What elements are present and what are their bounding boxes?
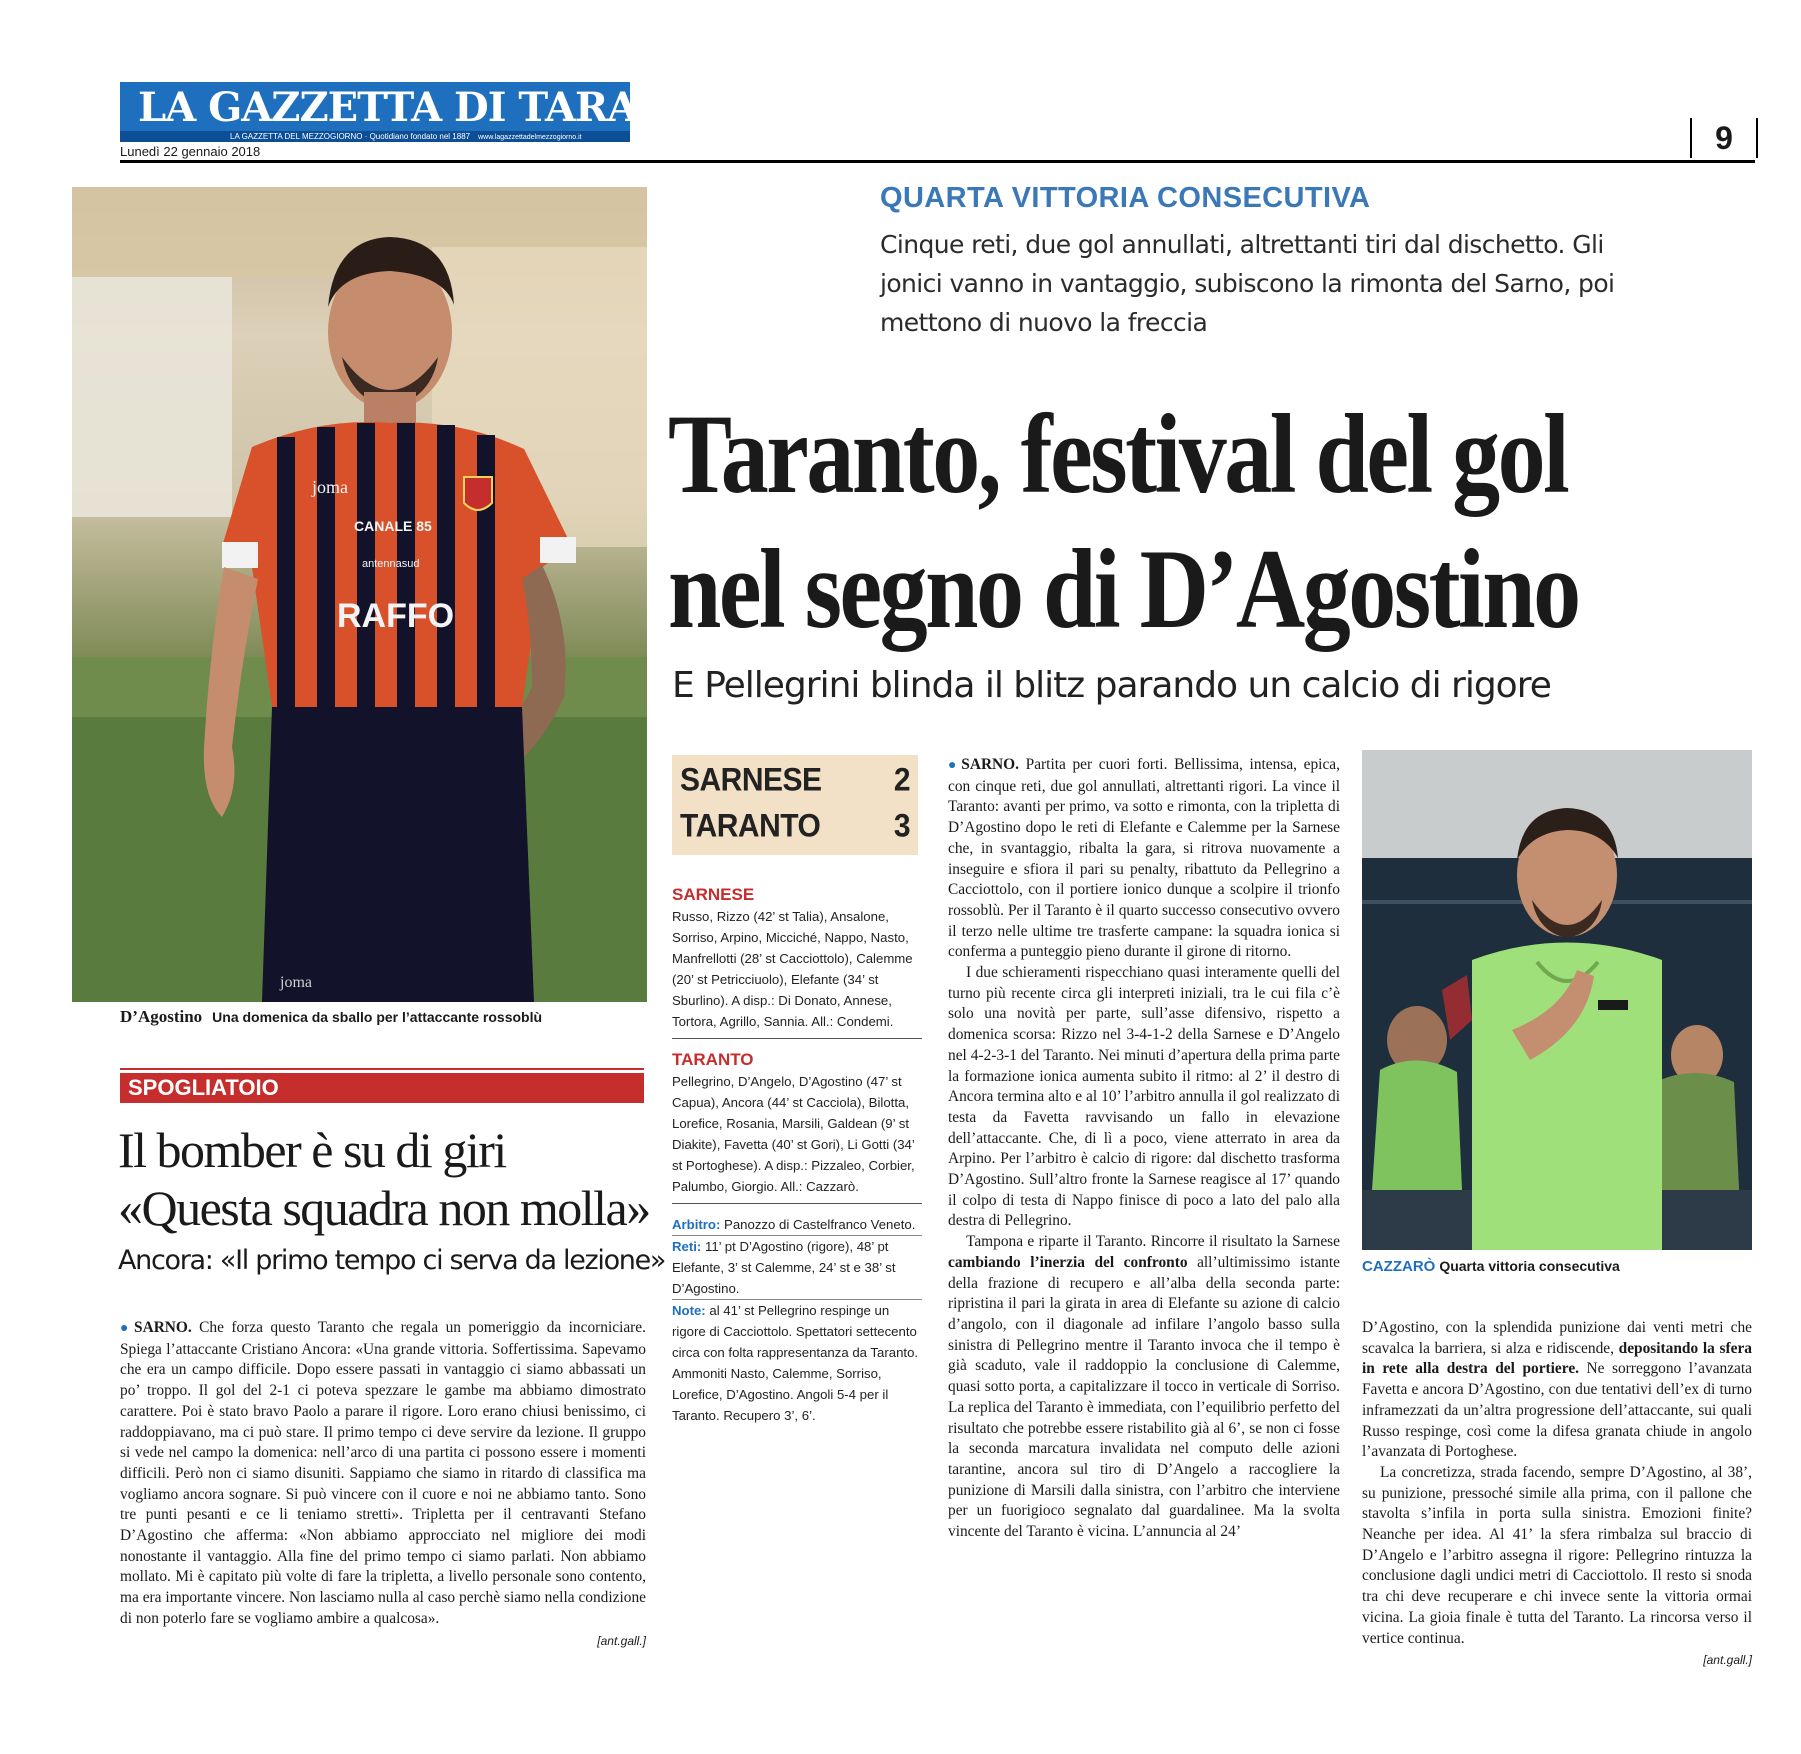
section-label: SPOGLIATOIO (120, 1073, 644, 1103)
article-p4-bold: depositando la sfera in rete alla destra del portiere. (1362, 1339, 1752, 1378)
match-report-box (672, 880, 922, 1426)
bullet-icon: ● (948, 758, 960, 773)
masthead (120, 82, 736, 142)
bullet-icon: ● (120, 1321, 133, 1336)
score-row-home (680, 757, 910, 805)
goals-value: 11’ pt D’Agostino (rigore), 48’ pt Elefante, 3’ st Calemme, 24’ st e 38’ st D’Agostino. (672, 1239, 896, 1296)
side-subheadline: Ancora: «Il primo tempo ci serva da lezione» (118, 1245, 666, 1276)
shirt-sponsor: RAFFO (337, 597, 455, 635)
shirt-brand: joma (312, 477, 348, 497)
article-paragraph (948, 963, 1340, 1232)
header-rule (120, 160, 1755, 163)
article-p3a: Tampona e riparte il Taranto. Rincorre il risultato la Sarnese (966, 1233, 1340, 1251)
away-lineup-title: TARANTO (672, 1050, 754, 1069)
lineup-divider (672, 1038, 922, 1039)
lineup-divider (672, 1203, 922, 1204)
referee-label: Arbitro: (672, 1217, 721, 1232)
notes-line (672, 1300, 922, 1426)
masthead-strip-url: www.lagazzettadelmezzogiorno.it (478, 134, 582, 141)
side-article-text: Che forza questo Taranto che regala un pomeriggio da incorniciare. Spiega l’attaccante Cristiano Ancora: «Una grande vittoria. Soffertissima. Sapevamo che era un campo difficile. Dopo essere passati in vantaggio ci siamo abbassati un po’ troppo. Il gol del 2-1 ci poteva spezzare le gambe ma abbiamo dimostrato carattere. Poi è stato bravo Paolo a parare il rigore. Loro erano chiusi benissimo, ci raddoppiavano, ma ci può stare. Il primo tempo ci deve servire da lezione. Il gruppo si vede nel campo la domenica: nell’arco di una partita ci possono essere i momenti difficili. Però non ci siamo disuniti. Sappiamo che siamo in ritardo di classifica ma vogliamo ancora sognare. Si può vincere con il cuore e noi ne abbiamo tanto. Sono tre punti pesanti e ce li teniamo stretti». Tripletta per il centravanti Stefano D’Agostino che afferma: «Non abbiamo approcciato nel migliore dei modi nonostante il vantaggio. Alla fine del primo tempo ci siamo parlati. Non abbiamo mollato. Mi è capitato più volte di fare la tripletta, a livello personale sono contento, ma era importante vincere. Non lasciamo nulla al caso perchè siamo nella condizione di non poterlo fare se vogliamo ambire a qualcosa». (120, 1319, 646, 1627)
away-goals: 3 (893, 808, 910, 845)
home-lineup: Russo, Rizzo (42’ st Talia), Ansalone, Sorriso, Arpino, Micciché, Nappo, Nasto, Manfrellotti (28’ st Cacciottolo), Calemme (20’ st Petricciuolo), Elefante (34’ st Sburlino). A disp.: Di Donato, Annese, Tortora, Agrillo, Sannia. All.: Condemi. (672, 909, 913, 1029)
home-team: SARNESE (680, 762, 822, 799)
side-article-paragraph (120, 1318, 646, 1630)
article-dateline: SARNO. (961, 756, 1019, 773)
home-goals: 2 (893, 762, 910, 799)
notes-label: Note: (672, 1303, 706, 1318)
deck: Cinque reti, due gol annullati, altrettanti tiri dal dischetto. Gli jonici vanno in vantaggio, subiscono la rimonta del Sarno, poi mettono di nuovo la freccia (880, 230, 1615, 337)
article-p2: I due schieramenti rispecchiano quasi interamente quelli del turno più recente circa gli interpreti iniziali, tra le cui fila c’è solo una novità per parte, sull’asse difensivo, rispetto a domenica scorsa: Rizzo nel 3-4-1-2 della Sarnese e D’Angelo nel 4-2-3-1 del Taranto. Nei minuti d’apertura della prima parte la formazione ionica aumenta subito il ritmo: al 2’ il destro di Ancora termina alto e al 10’ l’arbitro annulla il gol realizzato di testa da Favetta ravvisando un fallo in elevazione dell’attaccante. Che, di lì a poco, viene atterrato in area da Arpino. Per l’arbitro è calcio di rigore: dal dischetto trasforma D’Agostino. Sull’altro fronte la Sarnese reagisce al 17’ quando il colpo di testa di Nappo finisce di poco a lato del palo alla destra di Pellegrino. (948, 964, 1340, 1230)
player-photo-caption (120, 1007, 542, 1027)
article-p3b: all’ultimissimo istante della frazione di recupero e all’alba della seconda parte: ripristina il pari la girata in area di Elefante su azione di calcio d’angolo, con il diagonale ad infilare l’angolo basso sulla sinistra di Pellegrino mentre il Taranto invoca che il tempo è già scaduto, vale il raddoppio la conclusione di Calemme, quasi sotto porta, a capitalizzare il tocco in verticale di Sorriso. La replica del Taranto è immediata, con l’equilibrio perfetto del risultato che potrebbe essere ristabilito già al 6’, se non ci fosse la seconda marcatura invalidata nel computo delle azioni tarantine, ancora sul tiro di D’Angelo a raccogliere la punizione di Marsili dalla sinistra, con l’arbitro che interviene per un fuorigioco segnalato dal guardalinee. Ma la svolta vincente del Taranto è vicina. L’annuncia al 24’ (948, 1253, 1340, 1541)
article-paragraph (1362, 1463, 1752, 1649)
score-row-away (680, 803, 910, 851)
shirt-channel: CANALE 85 (354, 518, 432, 534)
article-paragraph (1362, 1318, 1752, 1463)
coach-photo-illustration (1362, 750, 1752, 1250)
article-column-1 (948, 755, 1340, 1543)
article-p4a: D’Agostino, con la splendida punizione dai venti metri che scavalca la barriera, si alza e ridiscende, (1362, 1319, 1752, 1357)
article-p5: La concretizza, strada facendo, sempre D’Agostino, al 38’, su punizione, pressoché simile alla prima, con il pallone che stavolta s’infila in porta sulla sinistra. Emozioni finite? Neanche per idea. Al 41’ la sfera rimbalza sul braccio di D’Angelo e l’arbitro assegna il rigore: Pellegrino rintuzza la conclusione dagli undici metri di Cacciottolo. Il resto si snoda tra chi deve recuperare e chi invece sente la vittoria ormai vicina. La gioia finale è tutta del Taranto. La rincorsa verso il vertice continua. (1362, 1463, 1752, 1647)
article-p4b: Ne sorreggono l’avanzata Favetta e ancora D’Agostino, con due tentativi dell’ex di turno inframezzati da un’altra progressione dell’attaccante, sui quali Russo respinge, così come la difesa granata chiude in angolo l’avanzata di Portoghese. (1362, 1360, 1752, 1461)
caption-text: Quarta vittoria consecutiva (1439, 1258, 1620, 1274)
newspaper-logo: LA GAZZETTA DI TARANTO (138, 84, 736, 131)
coach-photo-caption (1362, 1258, 1620, 1275)
score-box (672, 755, 918, 855)
article-paragraph (948, 1232, 1340, 1543)
article-column-2 (1362, 1318, 1752, 1671)
article-p1: Partita per cuori forti. Bellissima, intensa, epica, con cinque reti, due gol annullati, altrettanti rigori. La vince il Taranto: avanti per primo, va sotto e rimonta, con la tripletta di D’Agostino dopo le reti di Elefante e Calemme per la Sarnese che, in svantaggio, ribalta la gara, si ritrova nuovamente a inseguire e sfiora il pari su penalty, ribattuto da Pellegrino a Cacciottolo, con il portiere ionico dunque a scolpire il trionfo rossoblù. Per il Taranto è il quarto successo consecutivo ovvero il terzo nelle ultime tre trasferte campane: la squadra ionica si conferma a punteggio pieno durante il girone di ritorno. (948, 756, 1340, 961)
shirt-channel-sub: antennasud (362, 558, 420, 570)
player-photo-illustration (72, 187, 647, 1002)
caption-name: CAZZARÒ (1362, 1258, 1436, 1275)
shorts-brand: joma (280, 974, 312, 991)
section-rule (120, 1068, 644, 1070)
main-headline-line-1: Taranto, festival del gol (668, 390, 1568, 517)
away-team: TARANTO (680, 808, 821, 845)
notes-value: al 41’ st Pellegrino respinge un rigore di Cacciottolo. Spettatori settecento circa con folta rappresentanza da Taranto. Ammoniti Nasto, Calemme, Sorriso, Lorefice, D’Agostino. Angoli 5-4 per il Taranto. Recupero 3’, 6’. (672, 1303, 919, 1423)
article-paragraph (948, 755, 1340, 963)
issue-date: Lunedì 22 gennaio 2018 (120, 144, 261, 159)
player-photo (72, 187, 647, 1002)
main-headline-line-2: nel segno di D’Agostino (668, 525, 1579, 652)
home-lineup-title: SARNESE (672, 885, 755, 904)
side-signature: [ant.gall.] (597, 1633, 646, 1648)
caption-text: Una domenica da sballo per l’attaccante rossoblù (212, 1009, 543, 1025)
goals-label: Reti: (672, 1239, 702, 1254)
referee-line (672, 1214, 922, 1235)
masthead-strip-text: LA GAZZETTA DEL MEZZOGIORNO · Quotidiano fondato nel 1887 (230, 132, 471, 141)
goals-line (672, 1236, 922, 1299)
side-article-body (120, 1318, 646, 1651)
article-p3-bold: cambiando l’inerzia del confronto (948, 1253, 1188, 1271)
caption-name: D’Agostino (120, 1007, 203, 1026)
side-dateline: SARNO. (134, 1319, 192, 1336)
article-signature: [ant.gall.] (1703, 1653, 1752, 1668)
page-number: 9 (1690, 118, 1758, 158)
main-subheadline: E Pellegrini blinda il blitz parando un calcio di rigore (672, 665, 1551, 706)
side-headline-line-1: Il bomber è su di giri (118, 1122, 506, 1178)
kicker: QUARTA VITTORIA CONSECUTIVA (880, 182, 1371, 214)
masthead-strip (120, 131, 630, 142)
referee-value: Panozzo di Castelfranco Veneto. (724, 1217, 916, 1232)
side-headline-line-2: «Questa squadra non molla» (118, 1180, 650, 1236)
away-lineup: Pellegrino, D’Angelo, D’Agostino (47’ st Capua), Ancora (44’ st Cacciola), Bilotta, Lorefice, Rosania, Marsili, Galdean (9’ st Diakite), Favetta (40’ st Gori), Li Gotti (34’ st Portoghese). A disp.: Pizzaleo, Corbier, Palumbo, Giorgio. All.: Cazzarò. (672, 1074, 915, 1194)
coach-photo (1362, 750, 1752, 1250)
